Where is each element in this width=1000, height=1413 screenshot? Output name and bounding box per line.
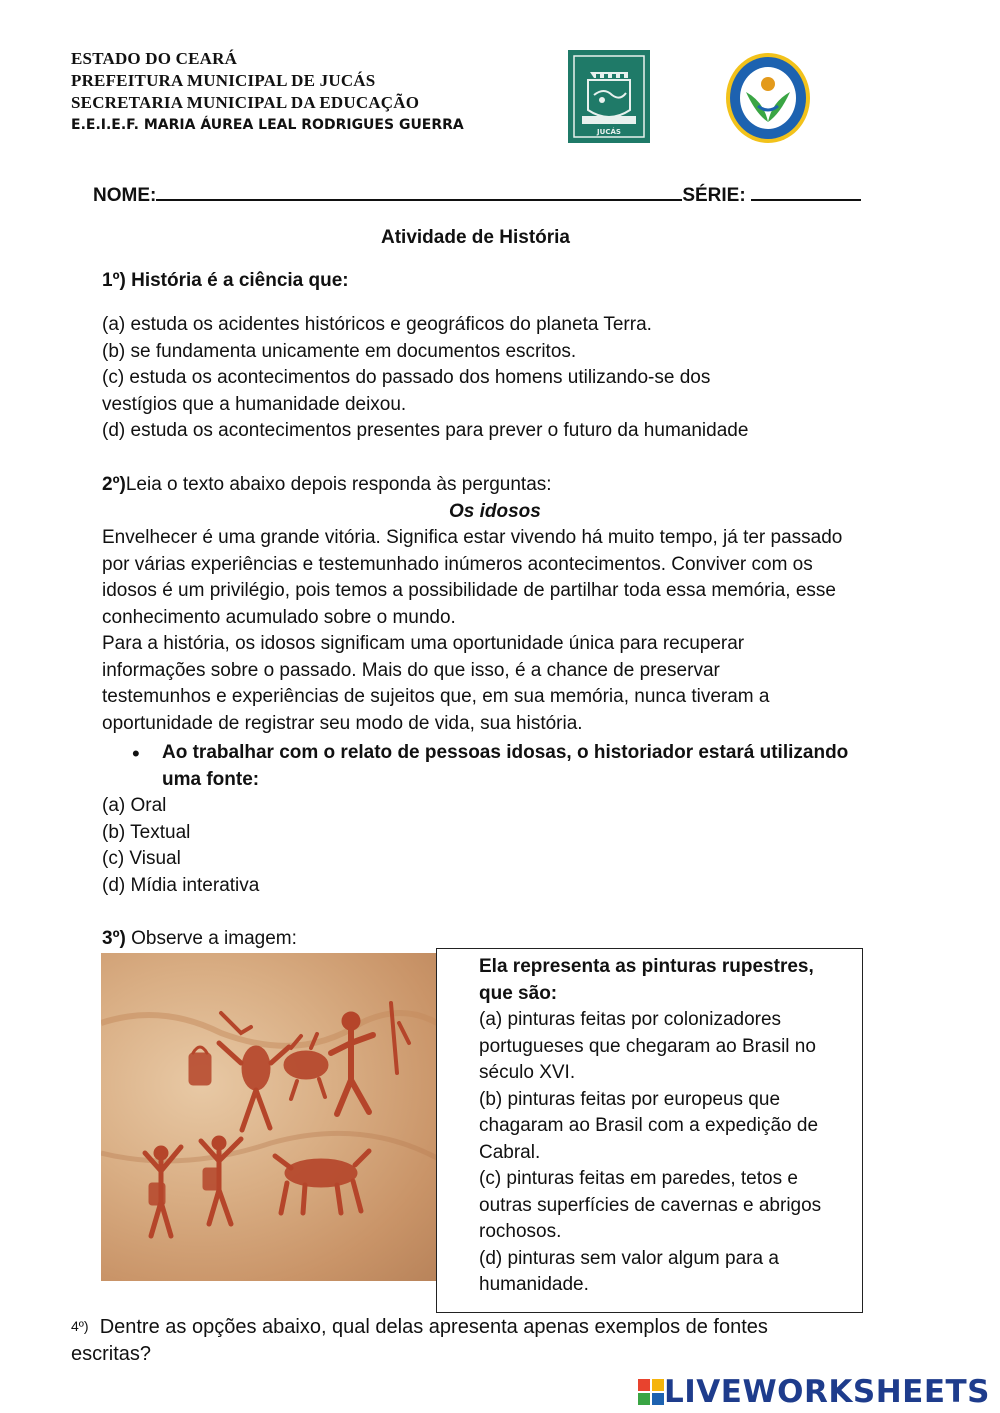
q1-option-a[interactable]: (a) estuda os acidentes históricos e geográficos do planeta Terra. [102,314,652,335]
q2-paragraph [102,525,842,737]
q4-prompt [71,1313,768,1367]
q1-option-c[interactable]: (c) estuda os acontecimentos do passado dos homens utilizando-se dos [102,367,711,388]
watermark-text: LIVEWORKSHEETS [664,1374,990,1410]
liveworksheets-logo-icon [638,1379,664,1405]
header-secretariat: SECRETARIA MUNICIPAL DA EDUCAÇÃO [71,93,420,112]
q2-paragraph-line: idosos é um privilégio, pois temos a possibilidade de partilhar toda essa memória, esse [102,580,836,601]
page-title: Atividade de História [381,227,570,248]
q3-option-b-cont[interactable]: chagaram ao Brasil com a expedição de [479,1115,819,1136]
name-label: NOME: [93,185,157,206]
q3-option-a-cont[interactable]: século XVI. [479,1062,576,1083]
q2-question-line: uma fonte: [162,768,260,790]
q3-option-d-cont[interactable]: humanidade. [479,1274,589,1295]
liveworksheets-watermark[interactable] [638,1374,990,1410]
q2-paragraph-line: oportunidade de registrar seu modo de vida, sua história. [102,712,583,734]
student-form-line [93,181,861,210]
q2-options [102,793,259,899]
q1-prompt: 1º) História é a ciência que: [102,270,349,291]
q2-option-d[interactable]: (d) Mídia interativa [102,874,260,896]
q2-prompt: Leia o texto abaixo depois responda às perguntas: [125,474,552,495]
q1-option-b[interactable]: (b) se fundamenta unicamente em documentos escritos. [102,340,577,362]
q2-paragraph-line: Para a história, os idosos significam uma oportunidade única para recuperar [102,633,745,654]
q2-paragraph-line: informações sobre o passado. Mais do que isso, é a chance de preservar [102,659,720,681]
q2-paragraph-line: por várias experiências e testemunhado inúmeros acontecimentos. Conviver com os [102,553,813,575]
header-state: ESTADO DO CEARÁ [71,49,238,68]
q2-text-title: Os idosos [449,501,541,522]
q3-box-question-line: Ela representa as pinturas rupestres, [479,956,814,977]
school-logo [722,48,814,150]
q2-paragraph-line: conhecimento acumulado sobre o mundo. [102,606,456,628]
school-header [71,48,464,136]
q2-option-c[interactable]: (c) Visual [102,848,181,869]
q1-options [102,312,748,445]
q2-number: 2º) [102,474,126,495]
q3-box-question-line: que são: [479,982,558,1004]
municipal-logo [568,50,650,143]
q3-number: 3º) [102,928,126,949]
q4-number: 4º) [71,1318,89,1334]
q4-text: Dentre as opções abaixo, qual delas apresenta apenas exemplos de fontes [99,1316,768,1338]
q3-option-a-cont[interactable]: portugueses que chegaram ao Brasil no [479,1035,816,1057]
q3-option-b-cont[interactable]: Cabral. [479,1141,541,1163]
q2-question [162,740,848,793]
q3-prompt-line [102,926,297,953]
q4-line [71,1313,768,1341]
q1-option-d[interactable]: (d) estuda os acontecimentos presentes para prever o futuro da humanidade [102,420,749,441]
series-label: SÉRIE: [682,185,746,206]
header-school: E.E.I.E.F. MARIA ÁUREA LEAL RODRIGUES GUERRA [71,117,464,133]
q3-option-c-cont[interactable]: rochosos. [479,1221,562,1242]
q3-option-c-cont[interactable]: outras superfícies de cavernas e abrigos [479,1194,822,1216]
q2-option-a[interactable]: (a) Oral [102,795,167,816]
q2-paragraph-line: Envelhecer é uma grande vitória. Significa estar vivendo há muito tempo, já ter passado [102,527,843,548]
q3-option-d[interactable]: (d) pinturas sem valor algum para a [479,1247,779,1269]
q2-paragraph-line: testemunhos e experiências de sujeitos que, em sua memória, nunca tiveram a [102,686,770,707]
q1-option-c-cont[interactable]: vestígios que a humanidade deixou. [102,393,407,415]
q3-prompt: Observe a imagem: [131,928,297,949]
name-field[interactable] [156,181,682,201]
bullet-icon: • [132,741,140,766]
q2-question-line: Ao trabalhar com o relato de pessoas idosas, o historiador estará utilizando [162,742,849,763]
q2-option-b[interactable]: (b) Textual [102,821,191,843]
series-field[interactable] [751,181,861,201]
q3-option-a[interactable]: (a) pinturas feitas por colonizadores [479,1009,782,1030]
header-prefecture: PREFEITURA MUNICIPAL DE JUCÁS [71,71,376,90]
q3-answer-box [436,948,863,1313]
q3-option-b[interactable]: (b) pinturas feitas por europeus que [479,1088,781,1110]
q4-line-cont: escritas? [71,1342,152,1365]
cave-painting-image [101,953,437,1281]
municipal-logo-text: JUCÁS [597,128,621,136]
q2-prompt-line [102,472,552,499]
q3-option-c[interactable]: (c) pinturas feitas em paredes, tetos e [479,1168,798,1189]
